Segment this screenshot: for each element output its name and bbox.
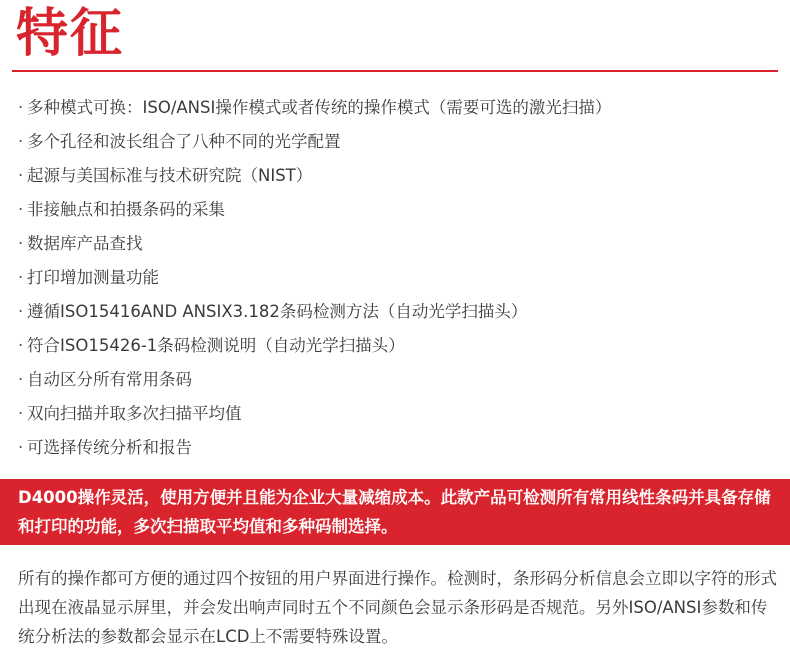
bullet-dot: ·	[18, 438, 24, 457]
feature-item	[18, 397, 611, 431]
feature-item	[18, 295, 611, 329]
feature-item	[18, 431, 611, 465]
feature-item	[18, 261, 611, 295]
bullet-dot: ·	[18, 234, 24, 253]
feature-text: 遵循ISO15416AND ANSIX3.182条码检测方法（自动光学扫描头）	[27, 302, 528, 321]
feature-item	[18, 363, 611, 397]
feature-text: 符合ISO15426-1条码检测说明（自动光学扫描头）	[27, 336, 405, 355]
bullet-dot: ·	[18, 132, 24, 151]
bullet-dot: ·	[18, 200, 24, 219]
bullet-dot: ·	[18, 370, 24, 389]
feature-text: 双向扫描并取多次扫描平均值	[27, 404, 242, 423]
page-title: 特征	[16, 4, 125, 64]
feature-text: 多种模式可换：ISO/ANSI操作模式或者传统的操作模式（需要可选的激光扫描）	[27, 98, 612, 117]
feature-text: 多个孔径和波长组合了八种不同的光学配置	[27, 132, 341, 151]
banner-text: D4000操作灵活，使用方便并且能为企业大量减缩成本。此款产品可检测所有常用线性条码并具备存储和打印的功能，多次扫描取平均值和多种码制选择。	[18, 488, 771, 536]
feature-item	[18, 125, 611, 159]
bullet-dot: ·	[18, 166, 24, 185]
bullet-dot: ·	[18, 268, 24, 287]
feature-item	[18, 91, 611, 125]
feature-text: 起源与美国标准与技术研究院（NIST）	[27, 166, 313, 185]
feature-item	[18, 329, 611, 363]
bullet-dot: ·	[18, 336, 24, 355]
feature-item	[18, 193, 611, 227]
description-paragraph: 所有的操作都可方便的通过四个按钮的用户界面进行操作。检测时，条形码分析信息会立即以字符的形式出现在液晶显示屏里，并会发出响声同时五个不同颜色会显示条形码是否规范。另外ISO/ANSI参数和传统分析法的参数都会显示在LCD上不需要特殊设置。	[18, 569, 777, 646]
highlight-banner	[0, 479, 790, 545]
feature-text: 可选择传统分析和报告	[27, 438, 192, 457]
bullet-dot: ·	[18, 302, 24, 321]
feature-item	[18, 159, 611, 193]
bullet-dot: ·	[18, 404, 24, 423]
title-divider	[12, 70, 778, 72]
bullet-dot: ·	[18, 98, 24, 117]
feature-item	[18, 227, 611, 261]
feature-text: 数据库产品查找	[27, 234, 143, 253]
feature-list	[18, 91, 611, 465]
feature-text: 打印增加测量功能	[27, 268, 159, 287]
feature-text: 自动区分所有常用条码	[27, 370, 192, 389]
feature-text: 非接触点和拍摄条码的采集	[27, 200, 225, 219]
